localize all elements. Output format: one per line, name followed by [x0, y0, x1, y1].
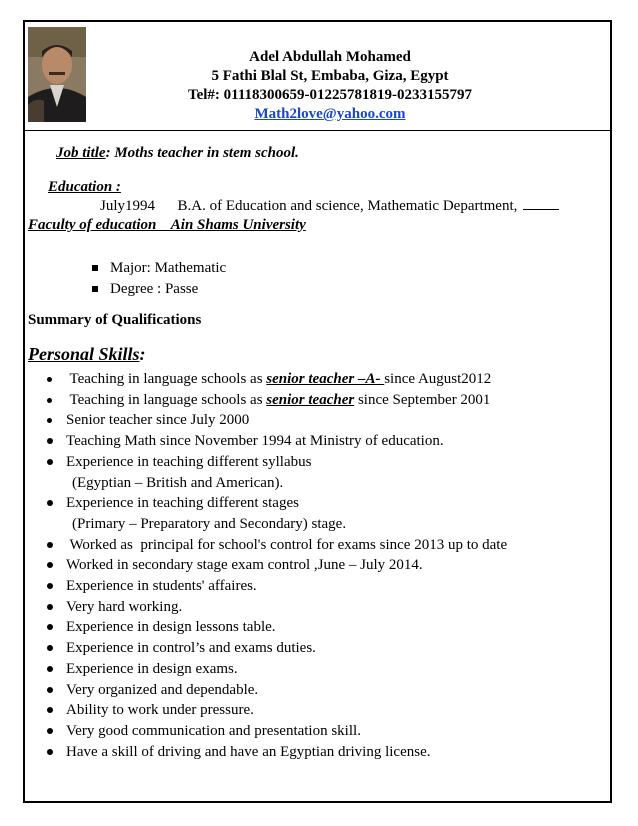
candidate-name: Adel Abdullah Mohamed	[249, 49, 411, 65]
education-list	[92, 258, 226, 300]
skill-item: Ability to work under pressure.	[46, 700, 606, 721]
skill-item: Experience in design exams.	[46, 659, 606, 680]
skill-item: Experience in students' affaires.	[46, 576, 606, 597]
skill-item: Senior teacher since July 2000	[46, 410, 606, 431]
education-faculty: Faculty of education Ain Shams University	[28, 217, 306, 233]
skill-item-continuation: (Primary – Preparatory and Secondary) stage.	[72, 515, 347, 532]
header-divider	[23, 130, 612, 131]
skill-item: Experience in teaching different syllabus	[46, 452, 606, 473]
skill-item: Teaching Math since November 1994 at Ministry of education.	[46, 431, 606, 452]
skill-item: Experience in control’s and exams duties.	[46, 638, 606, 659]
skill-item: Worked in secondary stage exam control ,June – July 2014.	[46, 555, 606, 576]
job-title-line	[56, 145, 299, 162]
skill-item: Experience in teaching different stages	[46, 493, 606, 514]
skill-item-continuation: (Egyptian – British and American).	[72, 474, 284, 491]
education-item: Degree : Passe	[92, 279, 226, 300]
skill-item: Have a skill of driving and have an Egyptian driving license.	[46, 742, 606, 763]
job-title-label: Job title	[56, 145, 106, 161]
skill-item: Very hard working.	[46, 597, 606, 618]
phone-numbers: Tel#: 01118300659-01225781819-0233155797	[187, 87, 473, 103]
email-link[interactable]: Math2love@yahoo.com	[254, 106, 406, 122]
profile-photo	[28, 27, 86, 122]
address: 5 Fathi Blal St, Embaba, Giza, Egypt	[211, 68, 449, 84]
education-heading: Education :	[48, 179, 121, 195]
job-title-value: : Moths teacher in stem school.	[105, 145, 299, 161]
skill-item: Experience in design lessons table.	[46, 617, 606, 638]
contact-header	[140, 48, 520, 124]
education-underline	[523, 209, 559, 210]
summary-heading: Summary of Qualifications	[28, 312, 202, 328]
education-degree	[100, 198, 559, 215]
skills-list	[46, 369, 606, 762]
skill-item: Teaching in language schools as senior teacher since September 2001	[46, 390, 606, 411]
education-degree-text: July1994 B.A. of Education and science, Mathematic Department,	[100, 198, 518, 214]
personal-skills-heading: Personal Skills:	[28, 344, 146, 364]
skill-item: Worked as principal for school's control for exams since 2013 up to date	[46, 535, 606, 556]
skill-item: Teaching in language schools as senior teacher –A- since August2012	[46, 369, 606, 390]
education-item: Major: Mathematic	[92, 258, 226, 279]
skill-item: Very good communication and presentation skill.	[46, 721, 606, 742]
skill-item: Very organized and dependable.	[46, 680, 606, 701]
